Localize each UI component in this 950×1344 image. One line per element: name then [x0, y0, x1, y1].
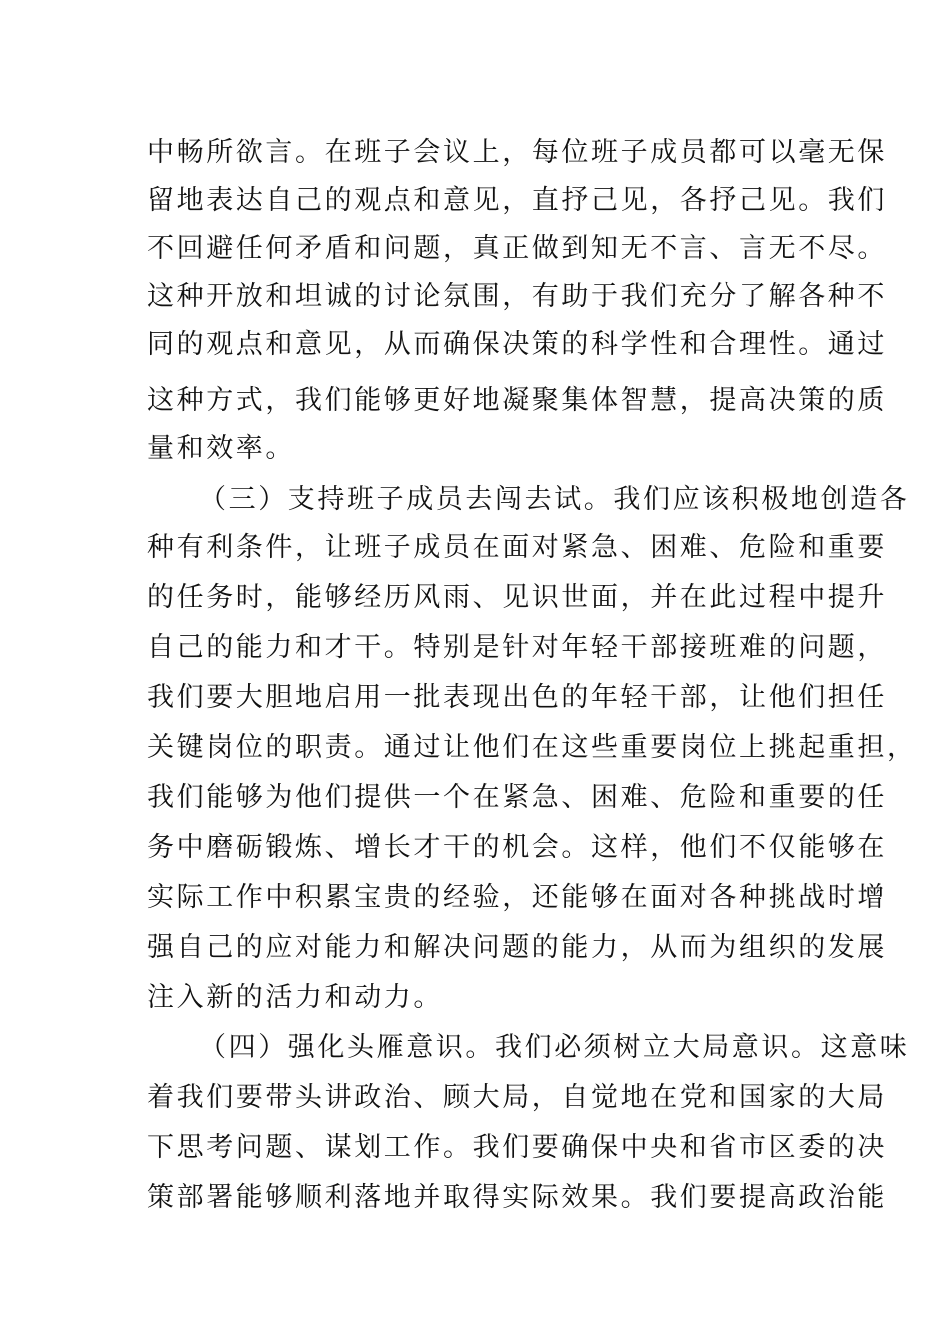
text-line: 着我们要带头讲政治、顾大局，自觉地在党和国家的大局 — [147, 1082, 887, 1113]
text-line: 我们能够为他们提供一个在紧急、困难、危险和重要的任 — [147, 782, 887, 813]
text-line: 这种方式，我们能够更好地凝聚集体智慧，提高决策的质 — [147, 385, 887, 416]
text-line: 我们要大胆地启用一批表现出色的年轻干部，让他们担任 — [147, 682, 887, 713]
text-line: 量和效率。 — [147, 433, 295, 464]
text-line: 中畅所欲言。在班子会议上，每位班子成员都可以毫无保 — [147, 137, 887, 168]
text-line: 自己的能力和才干。特别是针对年轻干部接班难的问题， — [147, 632, 887, 663]
text-line: 强自己的应对能力和解决问题的能力，从而为组织的发展 — [147, 932, 887, 963]
text-line: 下思考问题、谋划工作。我们要确保中央和省市区委的决 — [147, 1132, 887, 1163]
text-line: 实际工作中积累宝贵的经验，还能够在面对各种挑战时增 — [147, 882, 887, 913]
text-line: 注入新的活力和动力。 — [147, 982, 443, 1013]
paragraph-heading-4: （四）强化头雁意识。我们必须树立大局意识。这意味 — [199, 1032, 910, 1063]
paragraph-heading-3: （三）支持班子成员去闯去试。我们应该积极地创造各 — [199, 484, 910, 515]
text-line: 的任务时，能够经历风雨、见识世面，并在此过程中提升 — [147, 582, 887, 613]
text-line: 留地表达自己的观点和意见，直抒己见，各抒己见。我们 — [147, 185, 887, 216]
text-line: 这种开放和坦诚的讨论氛围，有助于我们充分了解各种不 — [147, 281, 887, 312]
text-line: 不回避任何矛盾和问题，真正做到知无不言、言无不尽。 — [147, 233, 887, 264]
text-line: 种有利条件，让班子成员在面对紧急、困难、危险和重要 — [147, 532, 887, 563]
text-line: 策部署能够顺利落地并取得实际效果。我们要提高政治能 — [147, 1182, 887, 1213]
text-line: 务中磨砺锻炼、增长才干的机会。这样，他们不仅能够在 — [147, 832, 887, 863]
text-line: 同的观点和意见，从而确保决策的科学性和合理性。通过 — [147, 329, 887, 360]
text-line: 关键岗位的职责。通过让他们在这些重要岗位上挑起重担， — [147, 732, 917, 763]
